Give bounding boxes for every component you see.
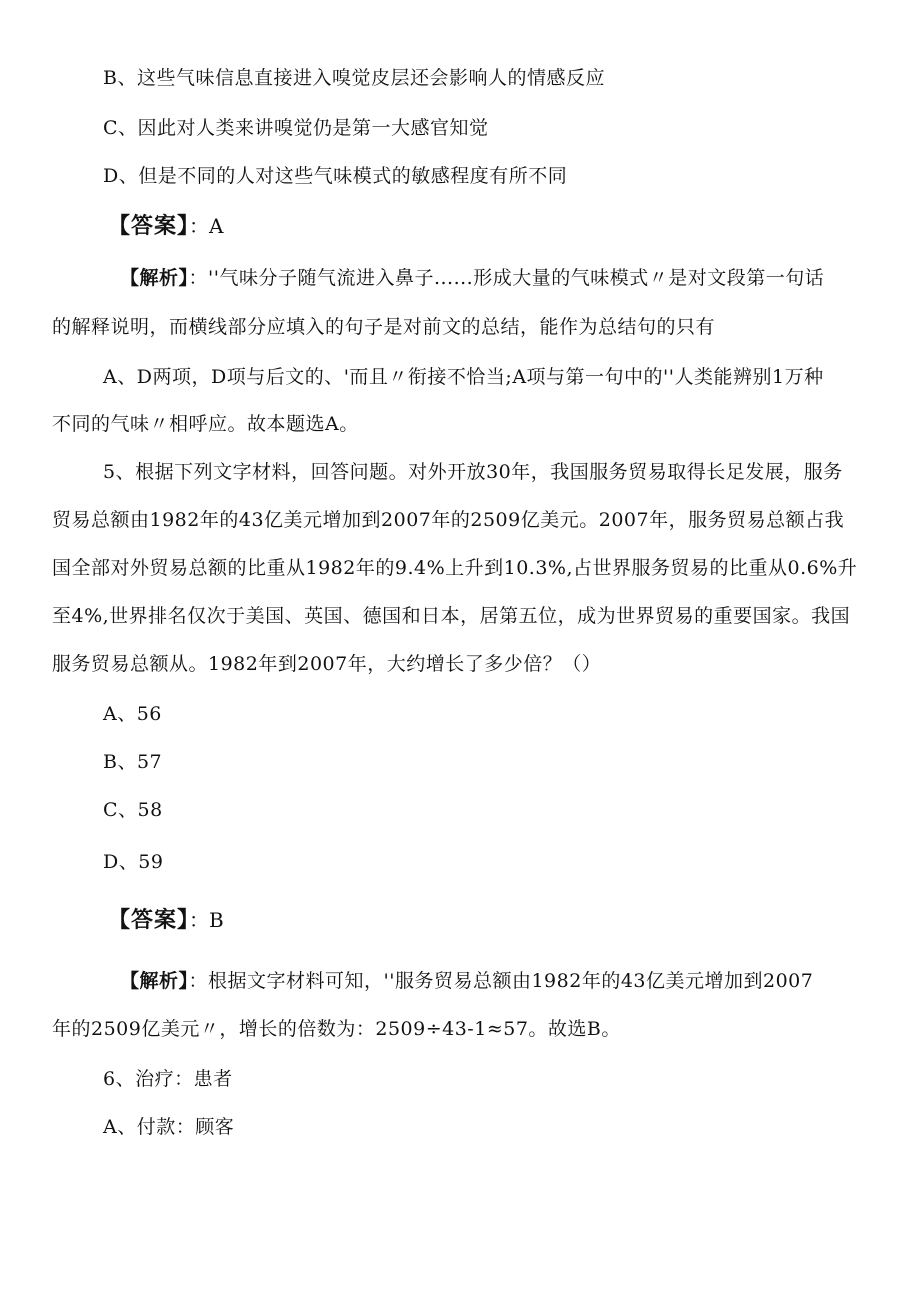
q5-option-a: A、56 <box>103 703 162 725</box>
analysis-label: 【解析】 <box>120 970 189 992</box>
analysis-text: ：''气味分子随气流进入鼻子......形成大量的气味模式〃是对文段第一句话 <box>188 267 825 289</box>
analysis-label: 【解析】 <box>120 267 189 289</box>
q5-stem-line: 至4%,世界排名仅次于美国、英国、德国和日本，居第五位，成为世界贸易的重要国家。我国 <box>52 605 851 627</box>
answer-label: 【答案】 <box>108 214 190 239</box>
q5-stem-line: 5、根据下列文字材料，回答问题。对外开放30年，我国服务贸易取得长足发展，服务 <box>103 461 843 483</box>
q4-option-c: C、因此对人类来讲嗅觉仍是第一大感官知觉 <box>103 117 489 139</box>
answer-value: ：B <box>189 908 224 932</box>
q4-option-d: D、但是不同的人对这些气味模式的敏感程度有所不同 <box>103 165 568 187</box>
q5-option-d: D、59 <box>103 851 164 873</box>
q6-option-a: A、付款：顾客 <box>103 1116 235 1138</box>
q4-analysis-line: 不同的气味〃相呼应。故本题选A。 <box>52 413 359 435</box>
q5-stem-line: 贸易总额由1982年的43亿美元增加到2007年的2509亿美元。2007年，服务贸易总额占我 <box>52 509 845 531</box>
q6-stem: 6、治疗：患者 <box>103 1068 233 1090</box>
q4-analysis-line: A、D两项，D项与后文的、'而且〃衔接不恰当;A项与第一句中的''人类能辨别1万种 <box>103 366 824 388</box>
q5-answer <box>108 906 224 935</box>
answer-value: ：A <box>189 214 224 238</box>
q5-stem-line: 国全部对外贸易总额的比重从1982年的9.4%上升到10.3%,占世界服务贸易的比重从0.6%升 <box>52 557 858 579</box>
answer-label: 【答案】 <box>108 908 190 933</box>
analysis-text: ：根据文字材料可知，''服务贸易总额由1982年的43亿美元增加到2007 <box>188 970 814 992</box>
q5-option-c: C、58 <box>103 799 163 821</box>
q4-analysis-line: 的解释说明，而横线部分应填入的句子是对前文的总结，能作为总结句的只有 <box>52 316 716 338</box>
q5-analysis-line: 年的2509亿美元〃，增长的倍数为：2509÷43-1≈57。故选B。 <box>52 1018 621 1040</box>
q4-analysis-line <box>120 266 824 290</box>
q4-answer <box>108 212 223 241</box>
q5-option-b: B、57 <box>103 751 163 773</box>
q5-analysis-line <box>120 969 813 993</box>
q5-stem-line: 服务贸易总额从。1982年到2007年，大约增长了多少倍？（） <box>52 653 602 675</box>
q4-option-b: B、这些气味信息直接进入嗅觉皮层还会影响人的情感反应 <box>103 67 605 89</box>
